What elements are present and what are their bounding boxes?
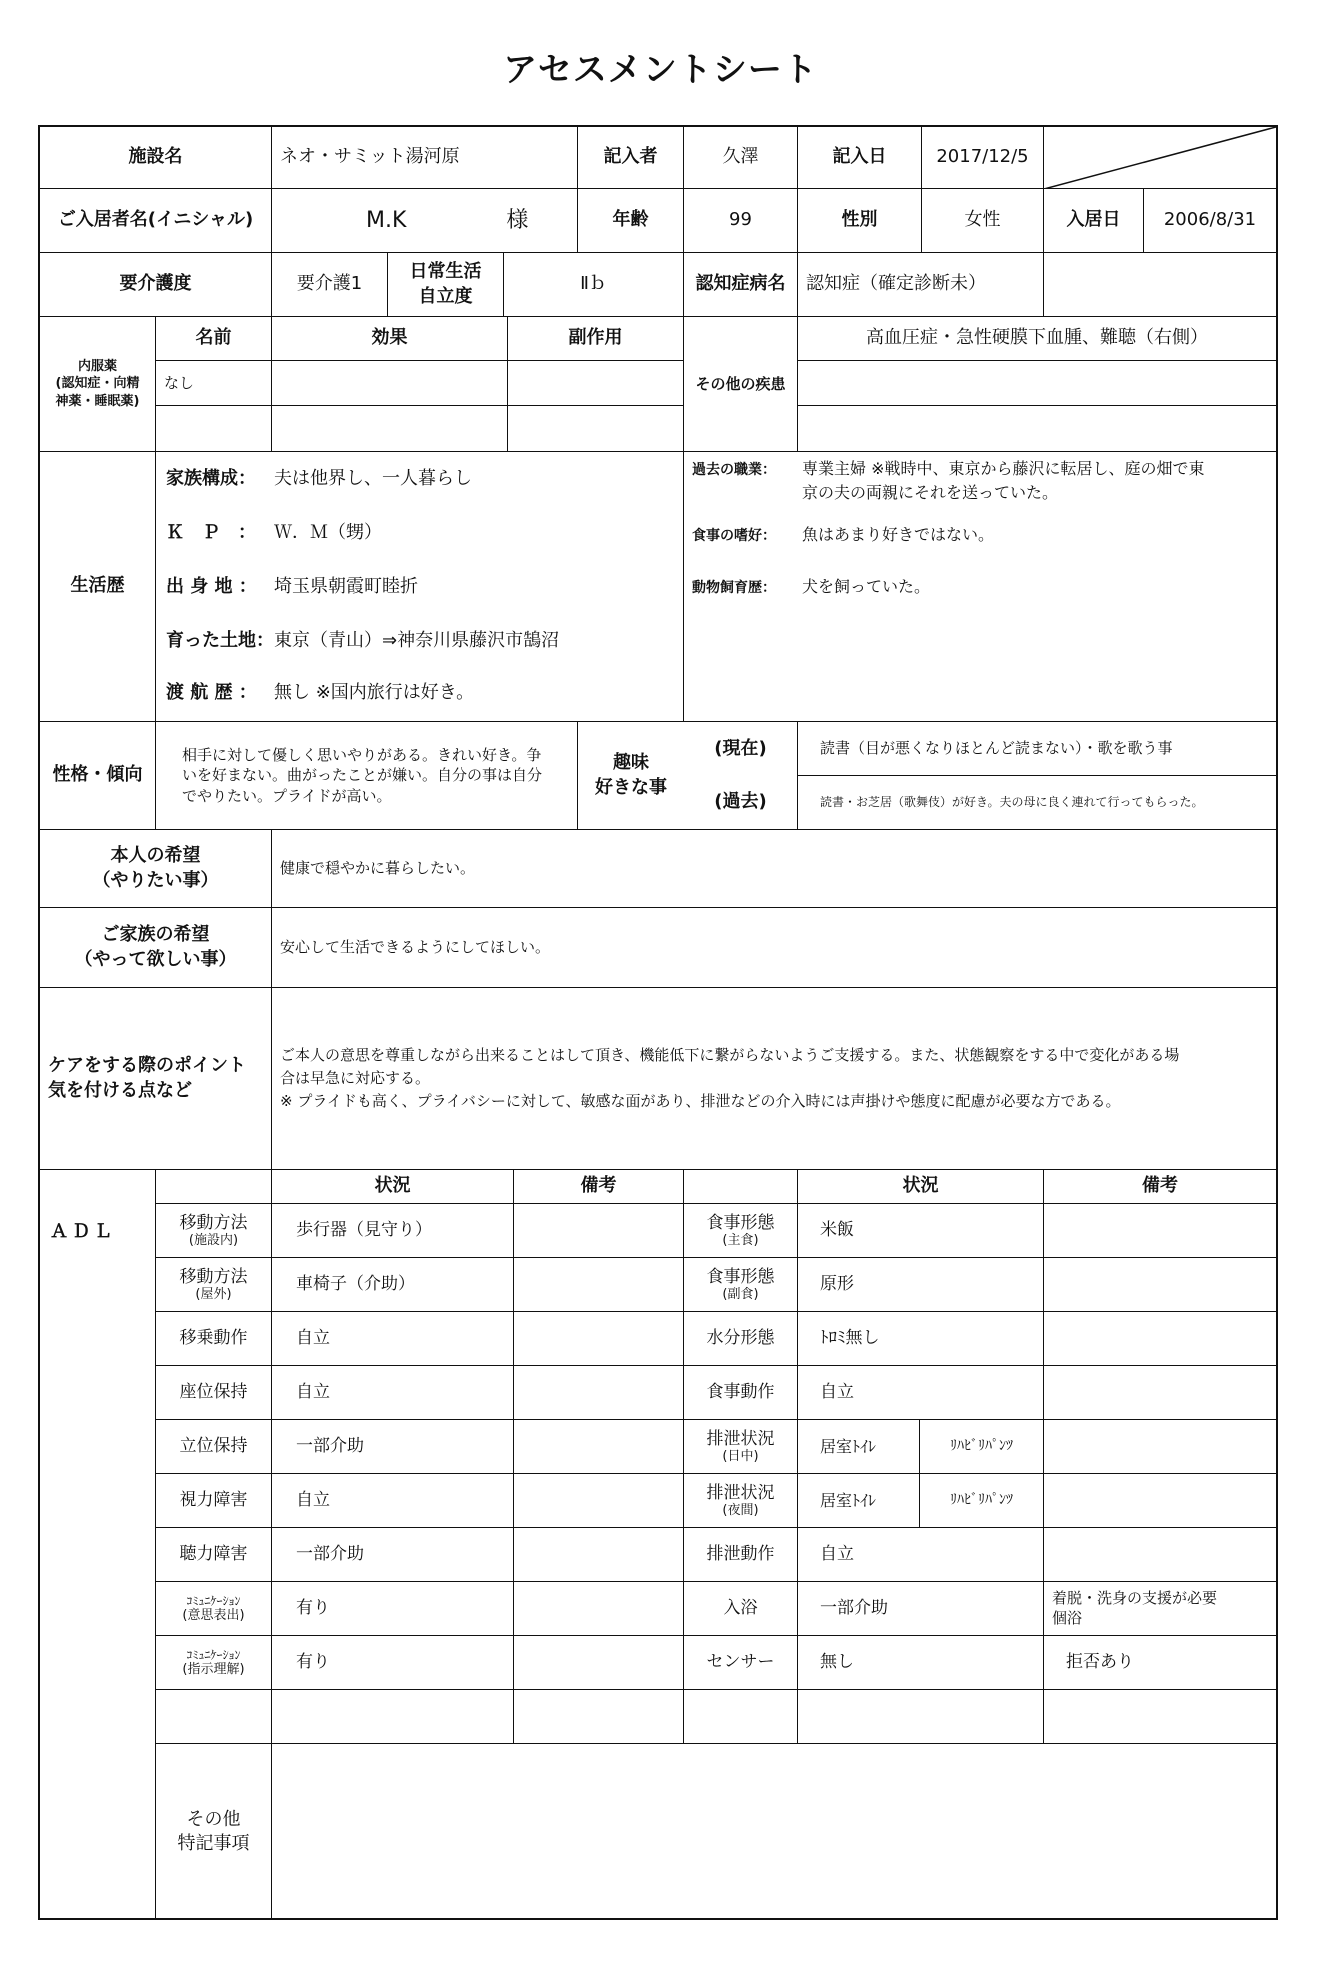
adl-header-blank-right (684, 1170, 798, 1204)
adl-left-status-8: 有り (272, 1636, 514, 1690)
family-structure (166, 466, 472, 491)
adl-left-item-name: 移動方法 (179, 1266, 248, 1287)
adl-left-status-0: 歩行器（見守り） (272, 1204, 514, 1258)
family-wish-label-line1: ご家族の希望 (101, 924, 210, 946)
adl-left-notes-8 (514, 1636, 684, 1690)
moved-in-value: 2006/8/31 (1144, 189, 1276, 253)
blank-diagonal-cell (1044, 127, 1276, 189)
adl-right-status-1: 原形 (798, 1258, 1044, 1312)
age-label: 年齢 (578, 189, 684, 253)
adl-right-status-0: 米飯 (798, 1204, 1044, 1258)
adl-right-item-sub: (副食) (722, 1286, 759, 1302)
other-notes-label-line1: その他 (186, 1808, 241, 1830)
other-disease-label: その他の疾患 (684, 317, 798, 452)
age-value: 99 (684, 189, 798, 253)
daily-independence-value: Ⅱｂ (504, 253, 684, 317)
raised-label: 育った土地： (166, 630, 274, 651)
adl-left-status-4: 一部介助 (272, 1420, 514, 1474)
birthplace (166, 574, 418, 599)
self-wish-label (40, 830, 272, 908)
adl-right-status-5: 居室ﾄｲﾚ (798, 1474, 920, 1528)
travel-label: 渡 航 歴 ： (166, 682, 257, 703)
other-disease-row3 (798, 406, 1276, 452)
page-title: アセスメントシート (503, 50, 818, 90)
care-points-line2: 合は早急に対応する。 (280, 1068, 431, 1087)
adl-right-notes-3 (1044, 1366, 1276, 1420)
adl-left-notes-6 (514, 1528, 684, 1582)
resident-honorific: 様 (506, 207, 529, 233)
adl-left-notes-5 (514, 1474, 684, 1528)
adl-left-item-name: 聴力障害 (179, 1544, 248, 1565)
medication-col-name: 名前 (156, 317, 272, 361)
other-notes-label (156, 1744, 272, 1920)
date-value: 2017/12/5 (922, 127, 1044, 189)
other-disease-row2 (798, 361, 1276, 406)
daily-independence-label (388, 253, 504, 317)
adl-right-notes-5 (1044, 1474, 1276, 1528)
other-notes-label-line2: 特記事項 (177, 1833, 250, 1854)
adl-right-item-name: 排泄動作 (706, 1544, 775, 1565)
adl-right-item-8 (684, 1636, 798, 1690)
adl-left-item-0 (156, 1204, 272, 1258)
adl-left-item-2 (156, 1312, 272, 1366)
adl-right-status-8: 無し (798, 1636, 1044, 1690)
adl-right-item-name: 排泄状況 (706, 1482, 775, 1503)
birth-label: 出 身 地 ： (166, 576, 257, 597)
personality-line1: 相手に対して優しく思いやりがある。きれい好き。争 (182, 746, 542, 765)
medication-row1-name: なし (156, 361, 272, 406)
hobby-label (578, 722, 684, 830)
adl-empty-notes-right (1044, 1690, 1276, 1744)
family-wish-label-line2: （やって欲しい事） (74, 948, 237, 970)
resident-label: ご入居者名(イニシャル) (40, 189, 272, 253)
adl-right-note-line2: 個浴 (1052, 1608, 1083, 1627)
adl-right-item-sub: (夜間) (722, 1502, 759, 1518)
adl-left-notes-2 (514, 1312, 684, 1366)
travel-value: 無し ※国内旅行は好き。 (274, 682, 475, 703)
adl-right-status-2: ﾄﾛﾐ無し (798, 1312, 1044, 1366)
self-wish-value: 健康で穏やかに暮らしたい。 (272, 830, 1276, 908)
resident-initials: M.K (366, 207, 407, 233)
adl-right-status2-5: ﾘﾊﾋﾞﾘﾊﾟﾝﾂ (920, 1474, 1044, 1528)
adl-empty-status-right (798, 1690, 1044, 1744)
personality-line2: いを好まない。曲がったことが嫌い。自分の事は自分 (182, 766, 543, 785)
self-wish-label-line1: 本人の希望 (110, 845, 201, 867)
adl-left-item-1 (156, 1258, 272, 1312)
adl-right-notes-7 (1044, 1582, 1276, 1636)
medication-label-line2: (認知症・向精 (55, 376, 140, 392)
adl-right-status-6: 自立 (798, 1528, 1044, 1582)
kp-value: Ｗ．Ｍ（甥） (274, 522, 382, 543)
care-points-line1: ご本人の意思を尊重しながら出来ることはして頂き、機能低下に繋がらないようご支援する。また、状態観察をする中で変化がある場 (280, 1045, 1180, 1064)
adl-right-notes-0 (1044, 1204, 1276, 1258)
facility-label: 施設名 (40, 127, 272, 189)
medication-col-side-effect: 副作用 (508, 317, 684, 361)
adl-left-item-8 (156, 1636, 272, 1690)
adl-right-status-7: 一部介助 (798, 1582, 1044, 1636)
adl-right-item-sub: (日中) (722, 1448, 759, 1464)
medication-row2-effect (272, 406, 508, 452)
blank-cell (1044, 253, 1276, 317)
adl-left-item-name: ｺﾐｭﾆｹｰｼｮﾝ (186, 1593, 241, 1608)
family-value: 夫は他界し、一人暮らし (274, 468, 472, 489)
adl-left-status-2: 自立 (272, 1312, 514, 1366)
adl-left-status-6: 一部介助 (272, 1528, 514, 1582)
adl-left-item-name: 移乗動作 (179, 1328, 248, 1349)
adl-empty-item-left (156, 1690, 272, 1744)
birth-value: 埼玉県朝霞町睦折 (274, 576, 418, 597)
hobby-past-value: 読書・お芝居（歌舞伎）が好き。夫の母に良く連れて行ってもらった。 (798, 776, 1276, 830)
family-label: 家族構成： (166, 468, 256, 489)
adl-left-item-name: 座位保持 (179, 1382, 248, 1403)
personality-text (156, 722, 578, 830)
medication-row2-side (508, 406, 684, 452)
family-wish-value: 安心して生活できるようにしてほしい。 (272, 908, 1276, 988)
adl-right-item-0 (684, 1204, 798, 1258)
adl-right-item-2 (684, 1312, 798, 1366)
pet-value: 犬を飼っていた。 (802, 577, 931, 596)
adl-left-notes-7 (514, 1582, 684, 1636)
job-value-line1: 専業主婦 ※戦時中、東京から藤沢に転居し、庭の畑で東 (802, 459, 1205, 478)
adl-right-status-3: 自立 (798, 1366, 1044, 1420)
adl-left-item-name: 移動方法 (179, 1212, 248, 1233)
medication-label (40, 317, 156, 452)
adl-header-notes-right: 備考 (1044, 1170, 1276, 1204)
adl-right-item-3 (684, 1366, 798, 1420)
adl-left-item-name: ｺﾐｭﾆｹｰｼｮﾝ (186, 1647, 241, 1662)
adl-left-notes-4 (514, 1420, 684, 1474)
key-person (166, 520, 382, 545)
assessment-sheet (38, 125, 1278, 1920)
care-points-label (40, 988, 272, 1170)
adl-right-item-name: 食事形態 (706, 1266, 775, 1287)
adl-right-item-name: 排泄状況 (706, 1428, 775, 1449)
family-wish-label (40, 908, 272, 988)
recorder-value: 久澤 (684, 127, 798, 189)
adl-header-status-right: 状況 (798, 1170, 1044, 1204)
adl-left-notes-0 (514, 1204, 684, 1258)
adl-left-item-4 (156, 1420, 272, 1474)
adl-left-item-sub: (施設内) (188, 1232, 239, 1248)
resident-value (272, 189, 578, 253)
adl-right-item-sub: (主食) (722, 1232, 759, 1248)
adl-empty-notes-left (514, 1690, 684, 1744)
care-points-label-line1: ケアをする際のポイント (48, 1055, 246, 1077)
date-label: 記入日 (798, 127, 922, 189)
self-wish-label-line2: （やりたい事） (92, 869, 219, 891)
hobby-label-line1: 趣味 (613, 752, 649, 774)
pet-label: 動物飼育歴： (692, 580, 776, 596)
sex-value: 女性 (922, 189, 1044, 253)
adl-empty-status-left (272, 1690, 514, 1744)
food-preference (692, 524, 994, 547)
care-level-value: 要介護1 (272, 253, 388, 317)
adl-left-item-5 (156, 1474, 272, 1528)
pet-history (692, 576, 930, 599)
adl-right-item-6 (684, 1528, 798, 1582)
adl-right-item-name: センサー (706, 1652, 775, 1673)
adl-left-status-7: 有り (272, 1582, 514, 1636)
adl-right-item-5 (684, 1474, 798, 1528)
adl-left-item-6 (156, 1528, 272, 1582)
adl-right-item-1 (684, 1258, 798, 1312)
adl-right-notes-1 (1044, 1258, 1276, 1312)
adl-left-item-sub: (屋外) (195, 1286, 232, 1302)
life-history-label: 生活歴 (40, 452, 156, 722)
dementia-value: 認知症（確定診断未） (798, 253, 1044, 317)
adl-left-notes-3 (514, 1366, 684, 1420)
personality-line3: でやりたい。プライドが高い。 (182, 786, 392, 805)
adl-right-notes-4 (1044, 1420, 1276, 1474)
care-points-line3: ※ プライドも高く、プライバシーに対して、敏感な面があり、排泄などの介入時には声掛けや態度に配慮が必要な方である。 (280, 1092, 1121, 1111)
hobby-past-label: (過去) (684, 776, 798, 830)
medication-col-effect: 効果 (272, 317, 508, 361)
adl-left-status-3: 自立 (272, 1366, 514, 1420)
daily-label-line2: 自立度 (418, 285, 473, 307)
adl-right-item-4 (684, 1420, 798, 1474)
life-history-right (684, 452, 1276, 722)
adl-header-blank-left (156, 1170, 272, 1204)
food-value: 魚はあまり好きではない。 (802, 525, 995, 544)
diagonal-line (1044, 127, 1276, 189)
adl-right-notes-6 (1044, 1528, 1276, 1582)
facility-value: ネオ・サミット湯河原 (272, 127, 578, 189)
adl-left-item-7 (156, 1582, 272, 1636)
adl-right-item-name: 入浴 (723, 1598, 758, 1619)
adl-right-item-name: 食事形態 (706, 1212, 775, 1233)
adl-left-notes-1 (514, 1258, 684, 1312)
personality-label: 性格・傾向 (40, 722, 156, 830)
job-label: 過去の職業： (692, 462, 776, 478)
sex-label: 性別 (798, 189, 922, 253)
medication-label-line3: 神薬・睡眠薬) (55, 393, 140, 409)
job-value-line2: 京の夫の両親にそれを送っていた。 (802, 483, 1059, 502)
hobby-label-line2: 好きな事 (595, 776, 667, 798)
travel-history (166, 680, 474, 705)
adl-right-status2-4: ﾘﾊﾋﾞﾘﾊﾟﾝﾂ (920, 1420, 1044, 1474)
adl-right-item-name: 水分形態 (706, 1328, 775, 1349)
life-history-left (156, 452, 684, 722)
hobby-now-label: (現在) (684, 722, 798, 776)
raised-value: 東京（青山）⇒神奈川県藤沢市鵠沼 (274, 630, 560, 651)
other-notes-value (272, 1744, 1276, 1920)
adl-label: ＡＤＬ (40, 1170, 156, 1920)
daily-label-line1: 日常生活 (409, 261, 482, 283)
adl-empty-item-right (684, 1690, 798, 1744)
moved-in-label: 入居日 (1044, 189, 1144, 253)
medication-row1-effect (272, 361, 508, 406)
adl-header-status-left: 状況 (272, 1170, 514, 1204)
raised-place (166, 628, 559, 653)
adl-left-item-sub: (指示理解) (182, 1661, 245, 1677)
adl-left-item-name: 視力障害 (179, 1490, 248, 1511)
food-label: 食事の嗜好： (692, 528, 776, 544)
dementia-label: 認知症病名 (684, 253, 798, 317)
hobby-now-value: 読書（目が悪くなりほとんど読まない）・歌を歌う事 (798, 722, 1276, 776)
recorder-label: 記入者 (578, 127, 684, 189)
adl-header-notes-left: 備考 (514, 1170, 684, 1204)
adl-left-item-sub: (意思表出) (182, 1607, 245, 1623)
adl-right-item-name: 食事動作 (706, 1382, 775, 1403)
medication-row1-side (508, 361, 684, 406)
kp-label: Ｋ Ｐ ： (166, 522, 256, 543)
adl-right-status-4: 居室ﾄｲﾚ (798, 1420, 920, 1474)
care-points-text (272, 988, 1276, 1170)
other-disease-value: 高血圧症・急性硬膜下血腫、難聴（右側） (798, 317, 1276, 361)
adl-right-item-7 (684, 1582, 798, 1636)
care-level-label: 要介護度 (40, 253, 272, 317)
care-points-label-line2: 気を付ける点など (48, 1079, 192, 1101)
adl-right-notes-8: 拒否あり (1044, 1636, 1276, 1690)
adl-right-notes-2 (1044, 1312, 1276, 1366)
past-job (692, 458, 1205, 481)
medication-row2-name (156, 406, 272, 452)
medication-label-line1: 内服薬 (77, 358, 117, 374)
adl-left-item-name: 立位保持 (179, 1436, 248, 1457)
adl-left-status-5: 自立 (272, 1474, 514, 1528)
adl-right-note-line1: 着脱・洗身の支援が必要 (1052, 1589, 1218, 1607)
adl-left-status-1: 車椅子（介助） (272, 1258, 514, 1312)
adl-left-item-3 (156, 1366, 272, 1420)
